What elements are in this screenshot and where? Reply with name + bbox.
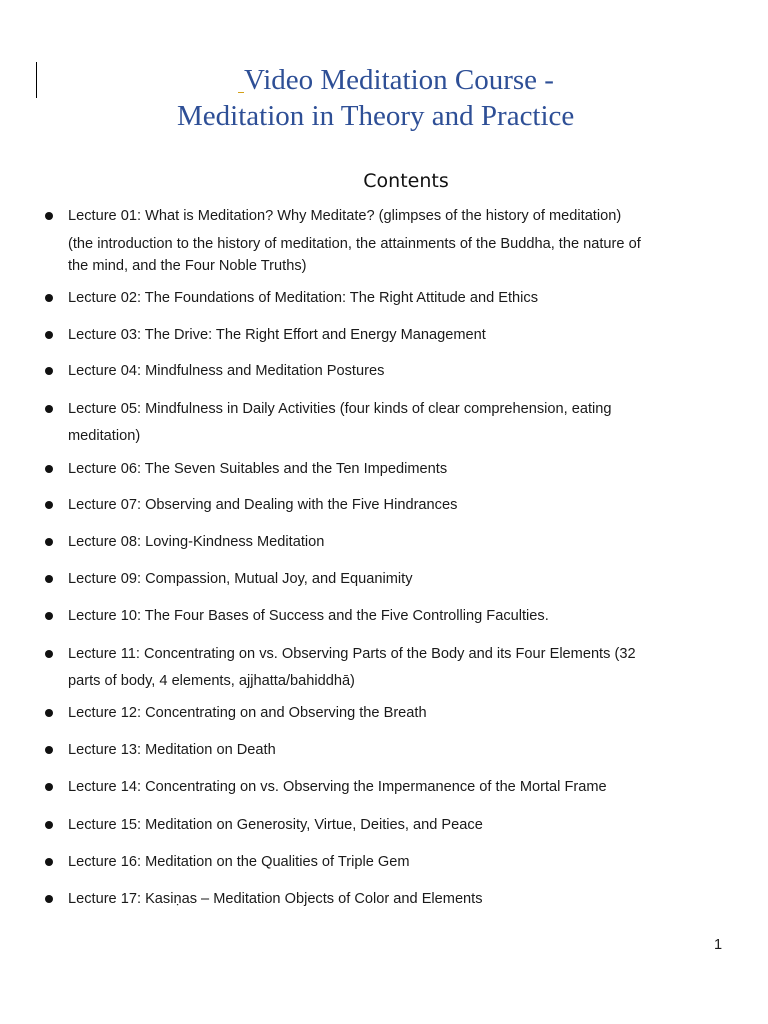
bullet-icon [45,821,53,829]
lecture-title: Lecture 07: Observing and Dealing with the Five Hindrances [68,497,458,513]
lecture-description: meditation) [68,428,141,444]
lecture-title: Lecture 12: Concentrating on and Observing the Breath [68,705,427,721]
bullet-icon [45,746,53,754]
lecture-description: the mind, and the Four Noble Truths) [68,258,307,274]
document-title-line1: Video Meditation Course - [244,64,554,96]
page-number: 1 [714,937,723,953]
bullet-icon [45,294,53,302]
lecture-description: (the introduction to the history of meditation, the attainments of the Buddha, the nature of [68,236,641,252]
lecture-title: Lecture 13: Meditation on Death [68,742,276,758]
bullet-icon [45,538,53,546]
bullet-icon [45,575,53,583]
text-cursor [36,62,37,98]
lecture-title: Lecture 05: Mindfulness in Daily Activities (four kinds of clear comprehension, eating [68,401,612,417]
bullet-icon [45,709,53,717]
bullet-icon [45,367,53,375]
lecture-title: Lecture 03: The Drive: The Right Effort and Energy Management [68,327,486,343]
bullet-icon [45,501,53,509]
lecture-title: Lecture 06: The Seven Suitables and the Ten Impediments [68,461,448,477]
lecture-title: Lecture 14: Concentrating on vs. Observing the Impermanence of the Mortal Frame [68,779,607,795]
lecture-title: Lecture 17: Kasiṇas – Meditation Objects of Color and Elements [68,891,483,907]
bullet-icon [45,858,53,866]
bullet-icon [45,612,53,620]
bullet-icon [45,650,53,658]
bullet-icon [45,331,53,339]
lecture-title: Lecture 01: What is Meditation? Why Meditate? (glimpses of the history of meditation) [68,208,622,224]
lecture-title: Lecture 09: Compassion, Mutual Joy, and Equanimity [68,571,413,587]
lecture-title: Lecture 02: The Foundations of Meditation: The Right Attitude and Ethics [68,290,538,306]
lecture-title: Lecture 08: Loving-Kindness Meditation [68,534,325,550]
bullet-icon [45,212,53,220]
lecture-title: Lecture 15: Meditation on Generosity, Virtue, Deities, and Peace [68,817,483,833]
contents-heading: Contents [363,170,449,192]
lecture-title: Lecture 10: The Four Bases of Success and the Five Controlling Faculties. [68,608,549,624]
bullet-icon [45,465,53,473]
lecture-title: Lecture 04: Mindfulness and Meditation Postures [68,363,385,379]
lecture-title: Lecture 11: Concentrating on vs. Observing Parts of the Body and its Four Elements (32 [68,646,636,662]
bullet-icon [45,783,53,791]
lecture-title: Lecture 16: Meditation on the Qualities of Triple Gem [68,854,410,870]
document-title-line2: Meditation in Theory and Practice [177,100,575,132]
bullet-icon [45,405,53,413]
bullet-icon [45,895,53,903]
lecture-description: parts of body, 4 elements, ajjhatta/bahiddhā) [68,673,355,689]
